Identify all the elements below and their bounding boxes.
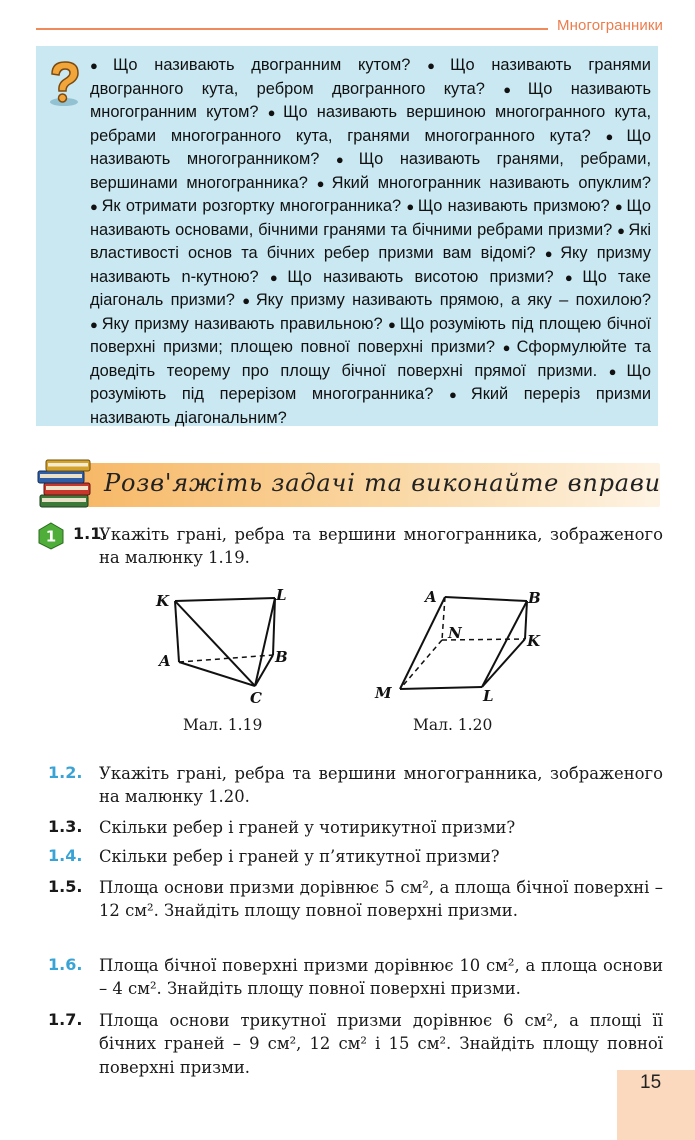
bullet: ● (90, 58, 111, 73)
review-question: Як отримати розгортку многогранника? (101, 197, 402, 215)
review-question: Сформулюйте та доведіть теорему про площу бічної поверхні прямої призми. (90, 338, 651, 380)
bullet: ● (448, 387, 468, 402)
bullet: ● (316, 175, 329, 191)
vertex-label: A (159, 652, 171, 670)
review-question: Які властивості основ та бічних ребер призми вам відомі? (90, 220, 651, 262)
review-question: Що називають призмою? (417, 197, 610, 215)
bullet: ● (617, 222, 626, 238)
bullet: ● (614, 199, 624, 214)
page-number: 15 (640, 1072, 662, 1093)
vertex-label: L (483, 687, 494, 705)
vertex-label: K (527, 632, 541, 650)
chapter-title: Многогранники (557, 17, 663, 34)
problem-number: 1.4. (48, 846, 83, 865)
bullet: ● (388, 316, 397, 332)
vertex-label: B (275, 648, 288, 666)
figure-1-19 (150, 582, 300, 712)
review-question: Яку призму називають n-кутною? (90, 244, 651, 286)
bullet: ● (406, 199, 415, 214)
bullet: ● (427, 58, 448, 73)
problem-text: Площа основи призми дорівнює 5 см², а площа бічної поверхні – 12 см². Знайдіть площу повної поверхні призми. (99, 878, 663, 921)
review-question: Що таке діагональ призми? (90, 267, 651, 309)
bullet: ● (502, 340, 514, 355)
problem-text: Скільки ребер і граней у п’ятикутної призми? (99, 847, 500, 866)
review-question: Яку призму називають правильною? (101, 314, 383, 333)
header-rule (36, 28, 548, 30)
problem-text: Площа основи трикутної призми дорівнює 6 см², а площі її бічних граней – 9 см², 12 см² і 15 см². Знайдіть площу повної поверхні призми. (99, 1011, 663, 1077)
figure-1-20 (370, 582, 550, 712)
bullet: ● (242, 293, 253, 308)
vertex-label: A (425, 588, 437, 606)
bullet: ● (90, 316, 99, 332)
review-question: Що називають гранями двогранного кута, ребром двогранного кута? (90, 56, 651, 98)
bullet: ● (269, 269, 285, 285)
problem-text: Укажіть грані, ребра та вершини многогранника, зображеного на малюнку 1.20. (99, 764, 663, 807)
figure-caption: Мал. 1.20 (413, 716, 493, 734)
review-question: Що розуміють під площею бічної поверхні призми; площею повної поверхні призми? (90, 314, 651, 356)
problem-number: 1.7. (48, 1010, 83, 1029)
bullet: ● (608, 363, 624, 379)
problem-number: 1.5. (48, 877, 83, 896)
problem-number: 1.1. (73, 524, 108, 543)
vertex-label: N (448, 624, 462, 642)
vertex-label: C (250, 689, 262, 707)
bullet: ● (335, 152, 356, 167)
problem-number: 1.6. (48, 955, 83, 974)
review-question: Яку призму називають прямою, а яку – похилою? (255, 291, 651, 309)
review-question: Що називають основами, бічними гранями та бічними ребрами призми? (90, 197, 651, 239)
problem-number: 1.2. (48, 763, 83, 782)
figure-caption: Мал. 1.19 (183, 716, 263, 734)
bullet: ● (267, 105, 281, 120)
level-badge-number: 1 (45, 527, 57, 546)
problem-text: Укажіть грані, ребра та вершини многогранника, зображеного на малюнку 1.19. (99, 525, 663, 568)
books-icon (36, 455, 96, 511)
review-question: Що називають двогранним кутом? (113, 56, 411, 74)
vertex-label: K (156, 592, 170, 610)
problem-text: Площа бічної поверхні призми дорівнює 10 см², а площа основи – 4 см². Знайдіть площу повної поверхні призми. (99, 956, 663, 999)
review-question: Що називають многогранником? (90, 126, 651, 168)
level-badge (37, 522, 65, 550)
review-question: Що називають многогранним кутом? (90, 79, 651, 121)
question-mark-icon (42, 58, 86, 108)
review-question: Що називають вершиною многогранного кута, ребрами многогранного кута, гранями многогранного кута? (90, 103, 651, 145)
vertex-label: M (375, 684, 392, 702)
review-question: Який многогранник називають опуклим? (331, 173, 651, 192)
bullet: ● (503, 81, 525, 97)
vertex-label: B (528, 589, 541, 607)
review-questions-text (90, 54, 651, 430)
bullet: ● (90, 199, 99, 214)
bullet: ● (564, 269, 580, 285)
review-question: Що називають висотою призми? (287, 267, 554, 286)
review-question: Що розуміють під перерізом многогранника? (90, 361, 651, 403)
vertex-label: L (276, 586, 287, 604)
problem-text: Скільки ребер і граней у чотирикутної призми? (99, 818, 516, 837)
review-question: Який переріз призми називають діагональним? (90, 385, 651, 427)
bullet: ● (605, 128, 624, 144)
section-title: Розв'яжіть задачі та виконайте вправи (104, 469, 661, 497)
bullet: ● (544, 246, 558, 261)
review-question: Що називають гранями, ребрами, вершинами многогранника? (90, 150, 652, 192)
problem-number: 1.3. (48, 817, 83, 836)
